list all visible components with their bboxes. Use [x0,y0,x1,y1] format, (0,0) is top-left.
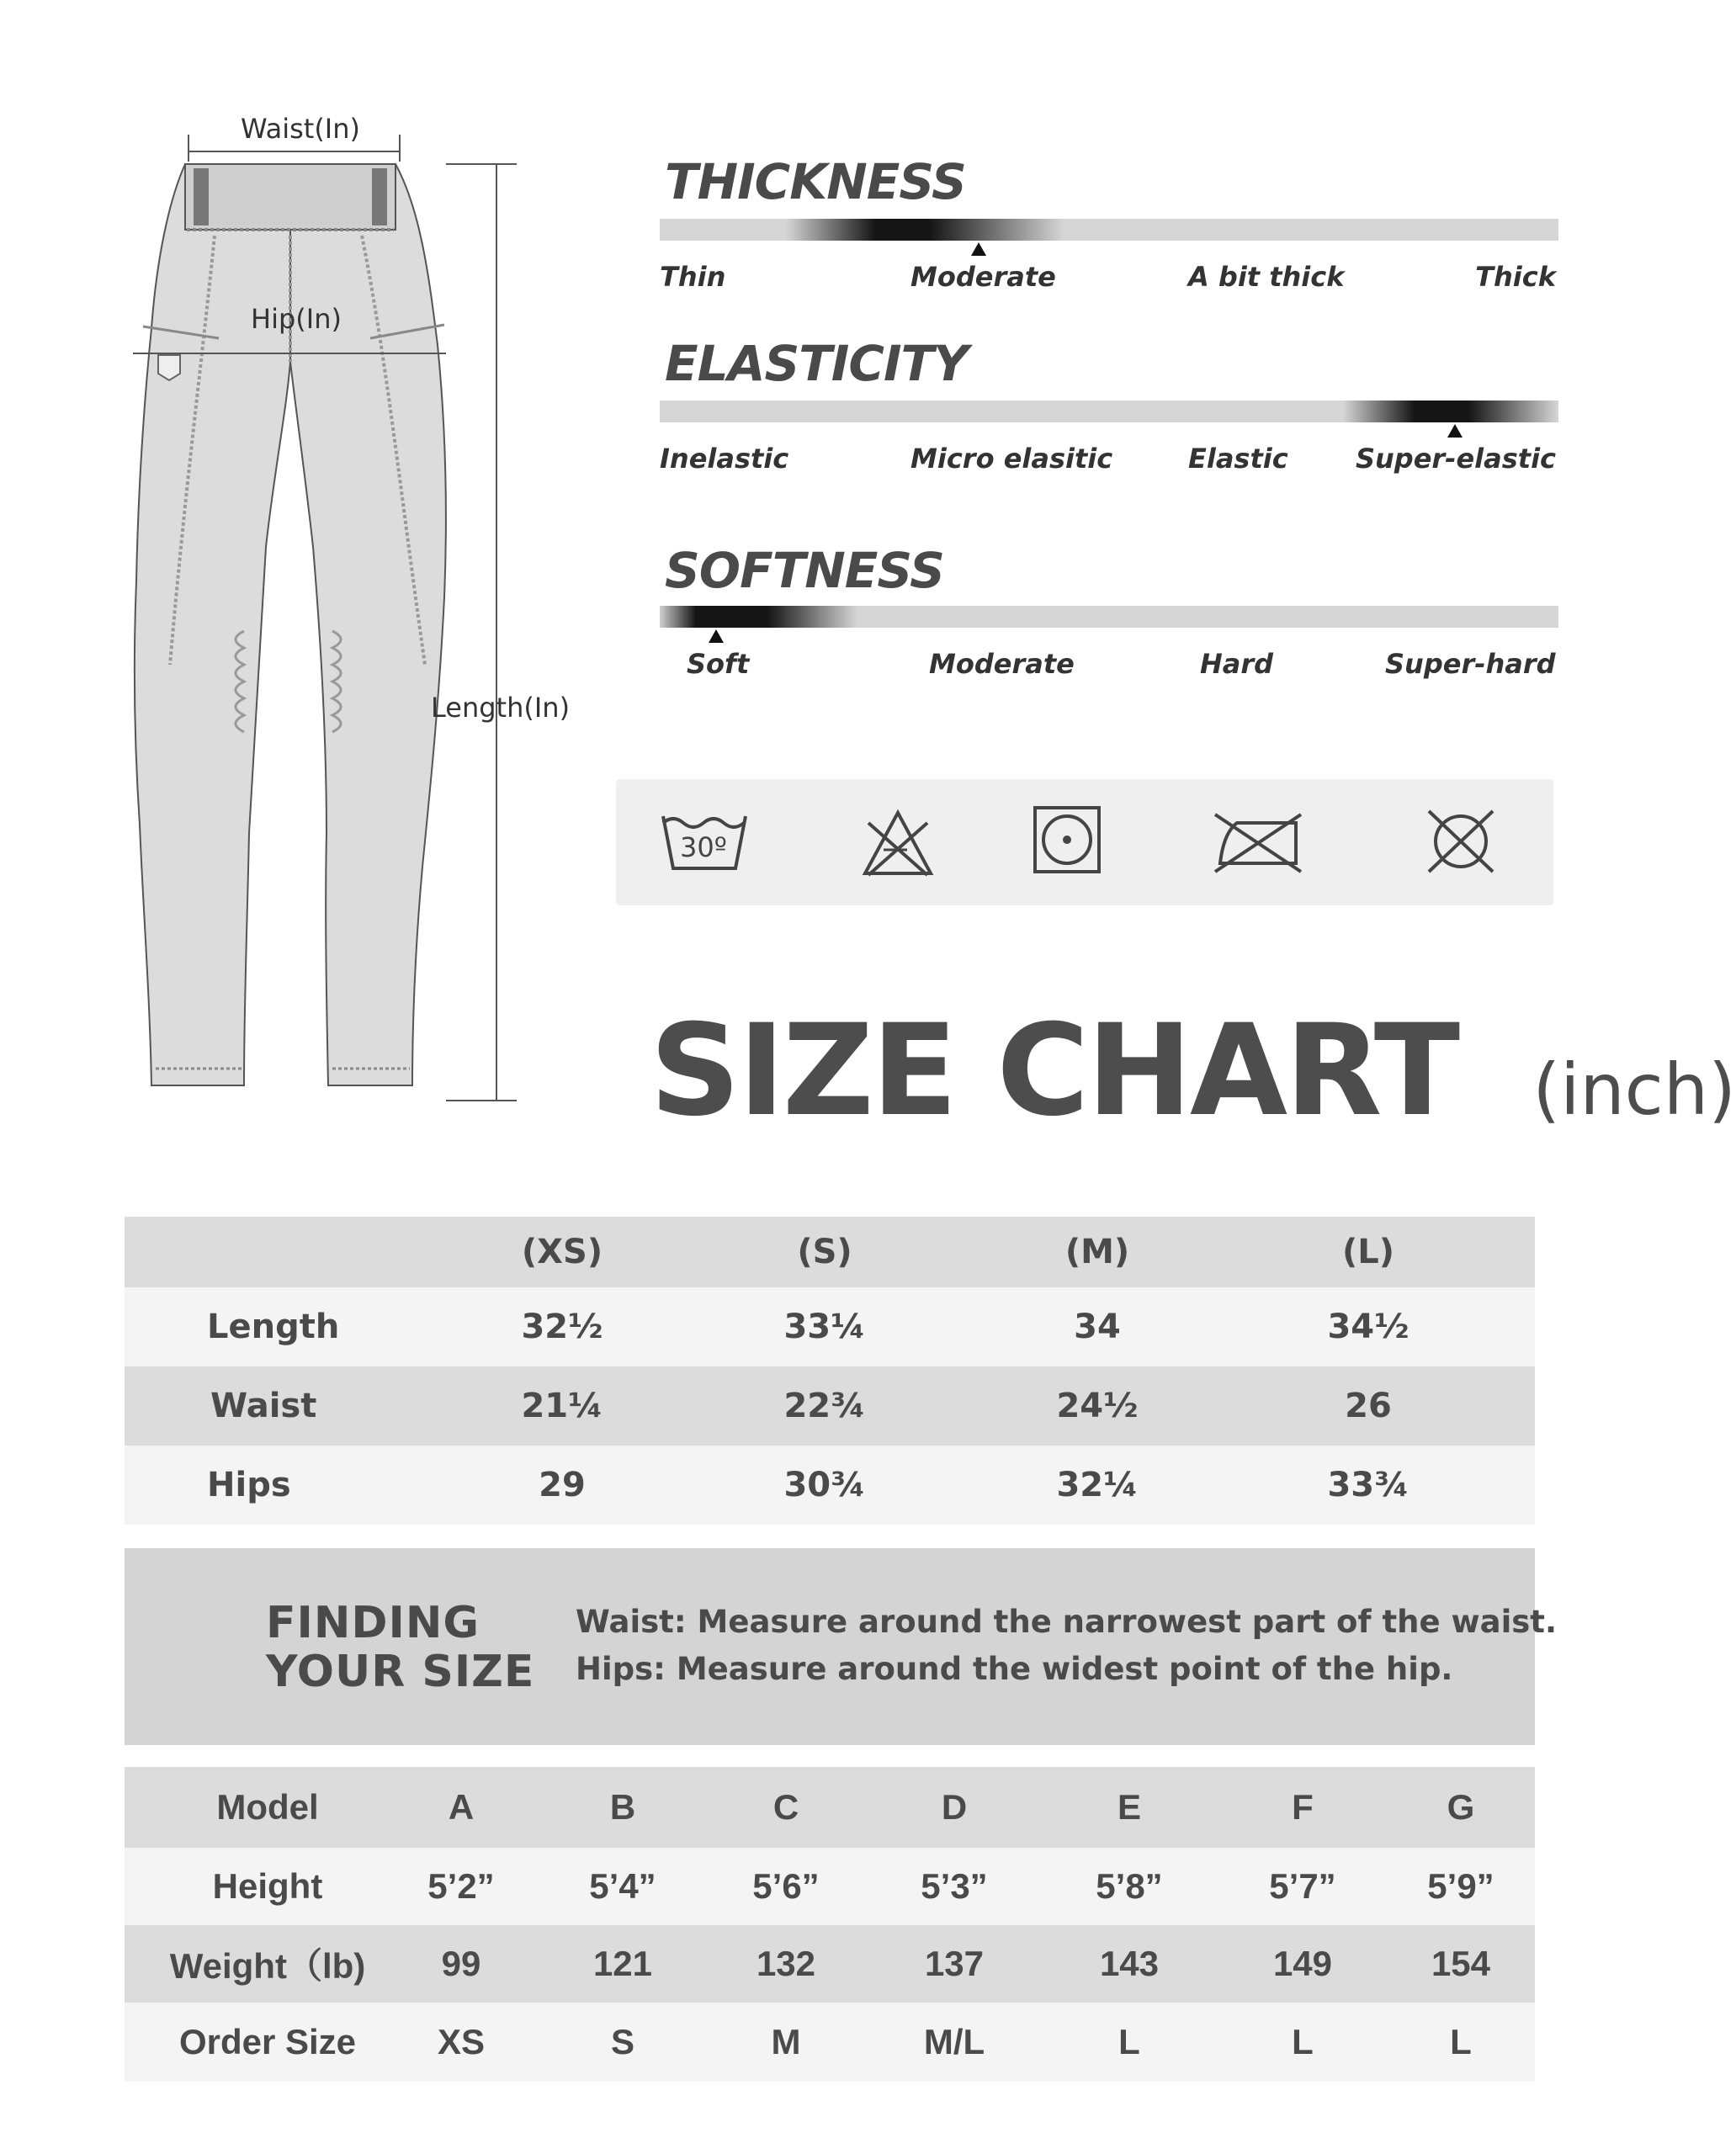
model-name: B [609,1787,636,1827]
model-row-weight [125,1925,1535,2003]
elasticity-marker [1447,424,1463,438]
finding-hips-text: Hips: Measure around the widest point of the hip. [576,1651,1453,1687]
wash-temp-label: 30º [680,831,727,863]
elasticity-label-elastic: Elastic [1188,443,1288,475]
model-row-label: Height [212,1866,323,1906]
softness-label-super-hard: Super-hard [1385,648,1556,680]
model-cell: 5’3” [921,1866,988,1906]
model-cell: 5’4” [589,1866,656,1906]
size-cell: 21¼ [521,1387,603,1425]
elasticity-label-micro-elastic: Micro elasitic [910,443,1113,475]
size-cell: 32¼ [1056,1466,1139,1504]
finding-title-line1: FINDING [266,1598,480,1648]
elasticity-title: ELASTICITY [665,335,969,392]
elasticity-label-super-elastic: Super-elastic [1355,443,1556,475]
finding-title-line2: YOUR SIZE [266,1647,535,1697]
size-cell: 22¾ [783,1387,866,1425]
thickness-title: THICKNESS [665,153,966,210]
size-row-length [125,1287,1535,1366]
size-header-m: (M) [1064,1233,1130,1271]
model-header-row [125,1767,1535,1848]
thickness-label-a-bit-thick: A bit thick [1188,261,1345,293]
size-header-s: (S) [797,1233,852,1271]
size-row-label: Waist [210,1387,317,1425]
model-name: F [1292,1787,1314,1827]
size-cell: 32½ [521,1308,603,1346]
size-cell: 34 [1074,1308,1121,1346]
model-header-label: Model [216,1787,319,1827]
hip-label: Hip(In) [251,303,342,335]
model-cell: S [610,2022,634,2061]
model-cell: 132 [756,1944,816,1983]
model-cell: L [1292,2022,1314,2061]
model-name: D [941,1787,968,1827]
model-name: G [1447,1787,1475,1827]
size-cell: 33¾ [1327,1466,1410,1504]
size-row-hips [125,1446,1535,1525]
model-row-order-size [125,2003,1535,2082]
model-cell: 5’6” [752,1866,820,1906]
size-cell: 34½ [1327,1308,1410,1346]
model-row-label: Weight（lb) [169,1946,366,1986]
model-cell: 5’7” [1269,1866,1336,1906]
size-row-label: Length [207,1308,340,1346]
finding-title [266,1599,534,1696]
softness-label-soft: Soft [687,648,750,680]
model-cell: 5’8” [1096,1866,1163,1906]
elasticity-bar [660,401,1558,422]
softness-label-hard: Hard [1200,648,1274,680]
size-row-waist [125,1366,1535,1446]
model-cell: 154 [1431,1944,1491,1983]
size-cell: 33¼ [783,1308,866,1346]
model-cell: 5’2” [427,1866,495,1906]
thickness-bar [660,219,1558,241]
no-dry-clean-icon [1420,806,1501,880]
model-row-height [125,1848,1535,1925]
size-header-xs: (XS) [521,1233,603,1271]
finding-instructions [576,1599,1557,1693]
thickness-label-thin: Thin [660,261,726,293]
waist-label: Waist(In) [241,113,360,145]
model-cell: 137 [924,1944,985,1983]
size-cell: 24½ [1056,1387,1139,1425]
softness-marker [709,629,724,643]
thickness-label-thick: Thick [1475,261,1556,293]
no-iron-icon [1212,808,1304,878]
size-header-l: (L) [1341,1233,1395,1271]
size-chart-title [650,998,1736,1144]
model-cell: XS [437,2022,486,2061]
model-cell: 99 [441,1944,481,1983]
softness-label-moderate: Moderate [929,648,1075,680]
model-name: E [1117,1787,1141,1827]
softness-bar [660,606,1558,628]
size-header-row [125,1217,1535,1287]
model-cell: L [1450,2022,1472,2061]
model-cell: 5’9” [1427,1866,1494,1906]
size-cell: 29 [539,1466,586,1504]
model-cell: M [771,2022,801,2061]
model-name: C [772,1787,799,1827]
thickness-label-moderate: Moderate [910,261,1056,293]
model-cell: 121 [592,1944,653,1983]
softness-title: SOFTNESS [665,542,944,599]
model-row-label: Order Size [178,2022,357,2061]
leggings-diagram [109,109,581,1119]
elasticity-label-inelastic: Inelastic [660,443,789,475]
model-name: A [448,1787,475,1827]
thickness-marker [971,242,986,256]
size-cell: 30¾ [783,1466,866,1504]
size-row-label: Hips [207,1466,291,1504]
size-chart-title-text: SIZE CHART [650,998,1458,1144]
finding-waist-text: Waist: Measure around the narrowest part of the waist. [576,1604,1558,1640]
no-bleach-icon [860,808,936,882]
model-cell: 149 [1272,1944,1333,1983]
size-chart-unit: (inch) [1532,1048,1736,1131]
wash-30-icon [658,808,751,878]
tumble-dry-icon [1032,804,1102,878]
model-cell: L [1118,2022,1140,2061]
size-cell: 26 [1345,1387,1392,1425]
model-cell: 143 [1099,1944,1160,1983]
model-cell: M/L [923,2022,985,2061]
length-label: Length(In) [431,692,571,724]
